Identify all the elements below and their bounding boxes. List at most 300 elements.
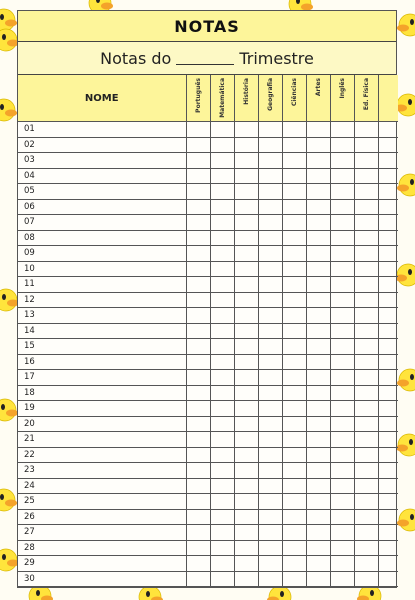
grade-cell[interactable] <box>354 323 378 339</box>
grade-cell[interactable] <box>306 184 330 200</box>
grade-cell[interactable] <box>378 137 398 153</box>
grade-cell[interactable] <box>330 556 354 572</box>
grade-cell[interactable] <box>282 540 306 556</box>
grade-cell[interactable] <box>378 215 398 231</box>
grade-cell[interactable] <box>378 230 398 246</box>
grade-cell[interactable] <box>378 323 398 339</box>
grade-cell[interactable] <box>378 556 398 572</box>
grade-cell[interactable] <box>186 122 210 138</box>
grade-cell[interactable] <box>354 339 378 355</box>
grade-cell[interactable] <box>330 463 354 479</box>
grade-cell[interactable] <box>186 246 210 262</box>
grade-cell[interactable] <box>210 308 234 324</box>
grade-cell[interactable] <box>282 308 306 324</box>
student-number-name-cell[interactable]: 12 <box>18 292 186 308</box>
grade-cell[interactable] <box>354 308 378 324</box>
grade-cell[interactable] <box>234 354 258 370</box>
grade-cell[interactable] <box>258 509 282 525</box>
grade-cell[interactable] <box>306 478 330 494</box>
grade-cell[interactable] <box>330 339 354 355</box>
grade-cell[interactable] <box>378 246 398 262</box>
grade-cell[interactable] <box>378 571 398 587</box>
grade-cell[interactable] <box>330 246 354 262</box>
student-number-name-cell[interactable]: 04 <box>18 168 186 184</box>
grade-cell[interactable] <box>186 215 210 231</box>
grade-cell[interactable] <box>378 308 398 324</box>
grade-cell[interactable] <box>186 261 210 277</box>
grade-cell[interactable] <box>282 323 306 339</box>
grade-cell[interactable] <box>234 494 258 510</box>
grade-cell[interactable] <box>186 199 210 215</box>
grade-cell[interactable] <box>282 261 306 277</box>
grade-cell[interactable] <box>210 137 234 153</box>
grade-cell[interactable] <box>378 525 398 541</box>
grade-cell[interactable] <box>282 277 306 293</box>
grade-cell[interactable] <box>234 215 258 231</box>
grade-cell[interactable] <box>378 401 398 417</box>
grade-cell[interactable] <box>282 122 306 138</box>
grade-cell[interactable] <box>378 509 398 525</box>
grade-cell[interactable] <box>234 509 258 525</box>
grade-cell[interactable] <box>210 199 234 215</box>
student-number-name-cell[interactable]: 27 <box>18 525 186 541</box>
grade-cell[interactable] <box>186 168 210 184</box>
grade-cell[interactable] <box>306 525 330 541</box>
grade-cell[interactable] <box>330 292 354 308</box>
grade-cell[interactable] <box>234 153 258 169</box>
student-number-name-cell[interactable]: 09 <box>18 246 186 262</box>
grade-cell[interactable] <box>234 246 258 262</box>
grade-cell[interactable] <box>186 494 210 510</box>
grade-cell[interactable] <box>354 153 378 169</box>
grade-cell[interactable] <box>234 230 258 246</box>
grade-cell[interactable] <box>378 292 398 308</box>
grade-cell[interactable] <box>378 478 398 494</box>
grade-cell[interactable] <box>354 525 378 541</box>
grade-cell[interactable] <box>234 525 258 541</box>
grade-cell[interactable] <box>378 540 398 556</box>
student-number-name-cell[interactable]: 02 <box>18 137 186 153</box>
grade-cell[interactable] <box>354 478 378 494</box>
grade-cell[interactable] <box>210 478 234 494</box>
grade-cell[interactable] <box>210 494 234 510</box>
grade-cell[interactable] <box>258 246 282 262</box>
grade-cell[interactable] <box>282 153 306 169</box>
student-number-name-cell[interactable]: 15 <box>18 339 186 355</box>
grade-cell[interactable] <box>282 137 306 153</box>
grade-cell[interactable] <box>306 432 330 448</box>
grade-cell[interactable] <box>282 354 306 370</box>
grade-cell[interactable] <box>258 370 282 386</box>
grade-cell[interactable] <box>258 416 282 432</box>
grade-cell[interactable] <box>186 230 210 246</box>
grade-cell[interactable] <box>282 385 306 401</box>
grade-cell[interactable] <box>330 432 354 448</box>
grade-cell[interactable] <box>330 385 354 401</box>
student-number-name-cell[interactable]: 01 <box>18 122 186 138</box>
grade-cell[interactable] <box>330 230 354 246</box>
grade-cell[interactable] <box>210 509 234 525</box>
grade-cell[interactable] <box>186 571 210 587</box>
grade-cell[interactable] <box>234 292 258 308</box>
grade-cell[interactable] <box>210 184 234 200</box>
grade-cell[interactable] <box>234 478 258 494</box>
grade-cell[interactable] <box>282 292 306 308</box>
grade-cell[interactable] <box>210 292 234 308</box>
grade-cell[interactable] <box>186 556 210 572</box>
grade-cell[interactable] <box>306 323 330 339</box>
grade-cell[interactable] <box>354 122 378 138</box>
grade-cell[interactable] <box>330 323 354 339</box>
grade-cell[interactable] <box>210 215 234 231</box>
grade-cell[interactable] <box>330 494 354 510</box>
grade-cell[interactable] <box>306 277 330 293</box>
grade-cell[interactable] <box>378 354 398 370</box>
grade-cell[interactable] <box>282 339 306 355</box>
student-number-name-cell[interactable]: 24 <box>18 478 186 494</box>
grade-cell[interactable] <box>186 339 210 355</box>
grade-cell[interactable] <box>330 416 354 432</box>
grade-cell[interactable] <box>330 370 354 386</box>
student-number-name-cell[interactable]: 30 <box>18 571 186 587</box>
grade-cell[interactable] <box>306 137 330 153</box>
grade-cell[interactable] <box>378 184 398 200</box>
grade-cell[interactable] <box>330 168 354 184</box>
grade-cell[interactable] <box>282 463 306 479</box>
student-number-name-cell[interactable]: 29 <box>18 556 186 572</box>
student-number-name-cell[interactable]: 19 <box>18 401 186 417</box>
grade-cell[interactable] <box>378 153 398 169</box>
grade-cell[interactable] <box>306 246 330 262</box>
grade-cell[interactable] <box>354 277 378 293</box>
grade-cell[interactable] <box>258 261 282 277</box>
student-number-name-cell[interactable]: 05 <box>18 184 186 200</box>
grade-cell[interactable] <box>306 261 330 277</box>
grade-cell[interactable] <box>186 525 210 541</box>
grade-cell[interactable] <box>330 571 354 587</box>
grade-cell[interactable] <box>306 215 330 231</box>
grade-cell[interactable] <box>258 168 282 184</box>
grade-cell[interactable] <box>210 540 234 556</box>
grade-cell[interactable] <box>210 556 234 572</box>
grade-cell[interactable] <box>234 122 258 138</box>
grade-cell[interactable] <box>330 122 354 138</box>
grade-cell[interactable] <box>186 184 210 200</box>
student-number-name-cell[interactable]: 07 <box>18 215 186 231</box>
grade-cell[interactable] <box>354 463 378 479</box>
grade-cell[interactable] <box>258 447 282 463</box>
grade-cell[interactable] <box>234 556 258 572</box>
grade-cell[interactable] <box>234 463 258 479</box>
grade-cell[interactable] <box>282 416 306 432</box>
grade-cell[interactable] <box>210 230 234 246</box>
student-number-name-cell[interactable]: 11 <box>18 277 186 293</box>
student-number-name-cell[interactable]: 22 <box>18 447 186 463</box>
grade-cell[interactable] <box>330 137 354 153</box>
grade-cell[interactable] <box>234 339 258 355</box>
student-number-name-cell[interactable]: 18 <box>18 385 186 401</box>
grade-cell[interactable] <box>378 432 398 448</box>
grade-cell[interactable] <box>306 494 330 510</box>
grade-cell[interactable] <box>186 153 210 169</box>
grade-cell[interactable] <box>330 401 354 417</box>
grade-cell[interactable] <box>306 556 330 572</box>
grade-cell[interactable] <box>234 308 258 324</box>
grade-cell[interactable] <box>210 525 234 541</box>
grade-cell[interactable] <box>354 401 378 417</box>
grade-cell[interactable] <box>258 230 282 246</box>
grade-cell[interactable] <box>330 525 354 541</box>
grade-cell[interactable] <box>234 401 258 417</box>
grade-cell[interactable] <box>306 354 330 370</box>
grade-cell[interactable] <box>258 137 282 153</box>
grade-cell[interactable] <box>306 199 330 215</box>
grade-cell[interactable] <box>186 401 210 417</box>
student-number-name-cell[interactable]: 20 <box>18 416 186 432</box>
grade-cell[interactable] <box>354 199 378 215</box>
grade-cell[interactable] <box>258 215 282 231</box>
grade-cell[interactable] <box>330 509 354 525</box>
grade-cell[interactable] <box>330 199 354 215</box>
grade-cell[interactable] <box>258 525 282 541</box>
grade-cell[interactable] <box>306 401 330 417</box>
grade-cell[interactable] <box>330 261 354 277</box>
grade-cell[interactable] <box>186 432 210 448</box>
grade-cell[interactable] <box>258 339 282 355</box>
grade-cell[interactable] <box>186 277 210 293</box>
grade-cell[interactable] <box>258 540 282 556</box>
grade-cell[interactable] <box>354 215 378 231</box>
grade-cell[interactable] <box>354 540 378 556</box>
grade-cell[interactable] <box>282 370 306 386</box>
grade-cell[interactable] <box>378 416 398 432</box>
grade-cell[interactable] <box>234 323 258 339</box>
grade-cell[interactable] <box>186 463 210 479</box>
grade-cell[interactable] <box>210 261 234 277</box>
grade-cell[interactable] <box>186 540 210 556</box>
grade-cell[interactable] <box>186 478 210 494</box>
student-number-name-cell[interactable]: 13 <box>18 308 186 324</box>
grade-cell[interactable] <box>282 168 306 184</box>
grade-cell[interactable] <box>354 230 378 246</box>
grade-cell[interactable] <box>210 385 234 401</box>
grade-cell[interactable] <box>210 323 234 339</box>
student-number-name-cell[interactable]: 14 <box>18 323 186 339</box>
grade-cell[interactable] <box>378 463 398 479</box>
grade-cell[interactable] <box>282 494 306 510</box>
grade-cell[interactable] <box>378 122 398 138</box>
grade-cell[interactable] <box>234 385 258 401</box>
grade-cell[interactable] <box>354 556 378 572</box>
grade-cell[interactable] <box>210 571 234 587</box>
grade-cell[interactable] <box>282 432 306 448</box>
grade-cell[interactable] <box>258 153 282 169</box>
student-number-name-cell[interactable]: 16 <box>18 354 186 370</box>
grade-cell[interactable] <box>234 571 258 587</box>
grade-cell[interactable] <box>258 292 282 308</box>
grade-cell[interactable] <box>282 556 306 572</box>
grade-cell[interactable] <box>330 184 354 200</box>
grade-cell[interactable] <box>258 354 282 370</box>
grade-cell[interactable] <box>210 153 234 169</box>
grade-cell[interactable] <box>258 323 282 339</box>
student-number-name-cell[interactable]: 26 <box>18 509 186 525</box>
grade-cell[interactable] <box>354 168 378 184</box>
grade-cell[interactable] <box>330 478 354 494</box>
grade-cell[interactable] <box>354 432 378 448</box>
grade-cell[interactable] <box>282 525 306 541</box>
grade-cell[interactable] <box>306 292 330 308</box>
grade-cell[interactable] <box>282 401 306 417</box>
grade-cell[interactable] <box>186 323 210 339</box>
grade-cell[interactable] <box>282 184 306 200</box>
grade-cell[interactable] <box>306 308 330 324</box>
grade-cell[interactable] <box>378 199 398 215</box>
grade-cell[interactable] <box>378 370 398 386</box>
student-number-name-cell[interactable]: 08 <box>18 230 186 246</box>
grade-cell[interactable] <box>234 447 258 463</box>
grade-cell[interactable] <box>282 199 306 215</box>
grade-cell[interactable] <box>354 447 378 463</box>
grade-cell[interactable] <box>306 370 330 386</box>
grade-cell[interactable] <box>186 354 210 370</box>
grade-cell[interactable] <box>210 339 234 355</box>
grade-cell[interactable] <box>378 261 398 277</box>
grade-cell[interactable] <box>258 277 282 293</box>
grade-cell[interactable] <box>306 540 330 556</box>
grade-cell[interactable] <box>210 447 234 463</box>
grade-cell[interactable] <box>234 137 258 153</box>
grade-cell[interactable] <box>210 354 234 370</box>
grade-cell[interactable] <box>354 184 378 200</box>
grade-cell[interactable] <box>306 339 330 355</box>
grade-cell[interactable] <box>234 261 258 277</box>
grade-cell[interactable] <box>186 292 210 308</box>
grade-cell[interactable] <box>210 401 234 417</box>
grade-cell[interactable] <box>210 122 234 138</box>
grade-cell[interactable] <box>186 385 210 401</box>
grade-cell[interactable] <box>258 463 282 479</box>
grade-cell[interactable] <box>210 432 234 448</box>
grade-cell[interactable] <box>210 416 234 432</box>
grade-cell[interactable] <box>306 385 330 401</box>
student-number-name-cell[interactable]: 10 <box>18 261 186 277</box>
grade-cell[interactable] <box>210 246 234 262</box>
grade-cell[interactable] <box>330 215 354 231</box>
grade-cell[interactable] <box>330 308 354 324</box>
grade-cell[interactable] <box>354 385 378 401</box>
grade-cell[interactable] <box>186 509 210 525</box>
grade-cell[interactable] <box>210 370 234 386</box>
grade-cell[interactable] <box>210 168 234 184</box>
grade-cell[interactable] <box>306 571 330 587</box>
grade-cell[interactable] <box>306 447 330 463</box>
grade-cell[interactable] <box>306 509 330 525</box>
grade-cell[interactable] <box>258 571 282 587</box>
grade-cell[interactable] <box>306 122 330 138</box>
grade-cell[interactable] <box>234 199 258 215</box>
grade-cell[interactable] <box>306 416 330 432</box>
grade-cell[interactable] <box>354 261 378 277</box>
grade-cell[interactable] <box>234 277 258 293</box>
grade-cell[interactable] <box>234 540 258 556</box>
grade-cell[interactable] <box>354 571 378 587</box>
grade-cell[interactable] <box>306 463 330 479</box>
grade-cell[interactable] <box>234 370 258 386</box>
student-number-name-cell[interactable]: 28 <box>18 540 186 556</box>
grade-cell[interactable] <box>186 308 210 324</box>
grade-cell[interactable] <box>234 168 258 184</box>
grade-cell[interactable] <box>258 401 282 417</box>
grade-cell[interactable] <box>354 292 378 308</box>
grade-cell[interactable] <box>378 447 398 463</box>
grade-cell[interactable] <box>354 494 378 510</box>
grade-cell[interactable] <box>330 153 354 169</box>
grade-cell[interactable] <box>378 168 398 184</box>
grade-cell[interactable] <box>354 137 378 153</box>
grade-cell[interactable] <box>330 277 354 293</box>
grade-cell[interactable] <box>354 416 378 432</box>
grade-cell[interactable] <box>354 246 378 262</box>
student-number-name-cell[interactable]: 25 <box>18 494 186 510</box>
grade-cell[interactable] <box>306 230 330 246</box>
grade-cell[interactable] <box>210 463 234 479</box>
grade-cell[interactable] <box>282 246 306 262</box>
grade-cell[interactable] <box>354 509 378 525</box>
grade-cell[interactable] <box>306 153 330 169</box>
student-number-name-cell[interactable]: 23 <box>18 463 186 479</box>
grade-cell[interactable] <box>258 556 282 572</box>
student-number-name-cell[interactable]: 21 <box>18 432 186 448</box>
grade-cell[interactable] <box>210 277 234 293</box>
grade-cell[interactable] <box>330 540 354 556</box>
grade-cell[interactable] <box>258 122 282 138</box>
grade-cell[interactable] <box>378 277 398 293</box>
student-number-name-cell[interactable]: 03 <box>18 153 186 169</box>
grade-cell[interactable] <box>282 230 306 246</box>
grade-cell[interactable] <box>258 494 282 510</box>
trimester-blank-line[interactable] <box>176 52 234 65</box>
grade-cell[interactable] <box>354 370 378 386</box>
grade-cell[interactable] <box>378 339 398 355</box>
grade-cell[interactable] <box>258 432 282 448</box>
student-number-name-cell[interactable]: 17 <box>18 370 186 386</box>
grade-cell[interactable] <box>186 447 210 463</box>
grade-cell[interactable] <box>282 478 306 494</box>
grade-cell[interactable] <box>258 199 282 215</box>
grade-cell[interactable] <box>186 137 210 153</box>
grade-cell[interactable] <box>234 416 258 432</box>
grade-cell[interactable] <box>258 385 282 401</box>
grade-cell[interactable] <box>186 370 210 386</box>
grade-cell[interactable] <box>378 385 398 401</box>
grade-cell[interactable] <box>258 184 282 200</box>
grade-cell[interactable] <box>258 308 282 324</box>
student-number-name-cell[interactable]: 06 <box>18 199 186 215</box>
grade-cell[interactable] <box>282 571 306 587</box>
grade-cell[interactable] <box>354 354 378 370</box>
grade-cell[interactable] <box>306 168 330 184</box>
grade-cell[interactable] <box>282 215 306 231</box>
grade-cell[interactable] <box>330 354 354 370</box>
grade-cell[interactable] <box>258 478 282 494</box>
grade-cell[interactable] <box>282 447 306 463</box>
grade-cell[interactable] <box>234 184 258 200</box>
grade-cell[interactable] <box>330 447 354 463</box>
grade-cell[interactable] <box>282 509 306 525</box>
grade-cell[interactable] <box>234 432 258 448</box>
grade-cell[interactable] <box>378 494 398 510</box>
